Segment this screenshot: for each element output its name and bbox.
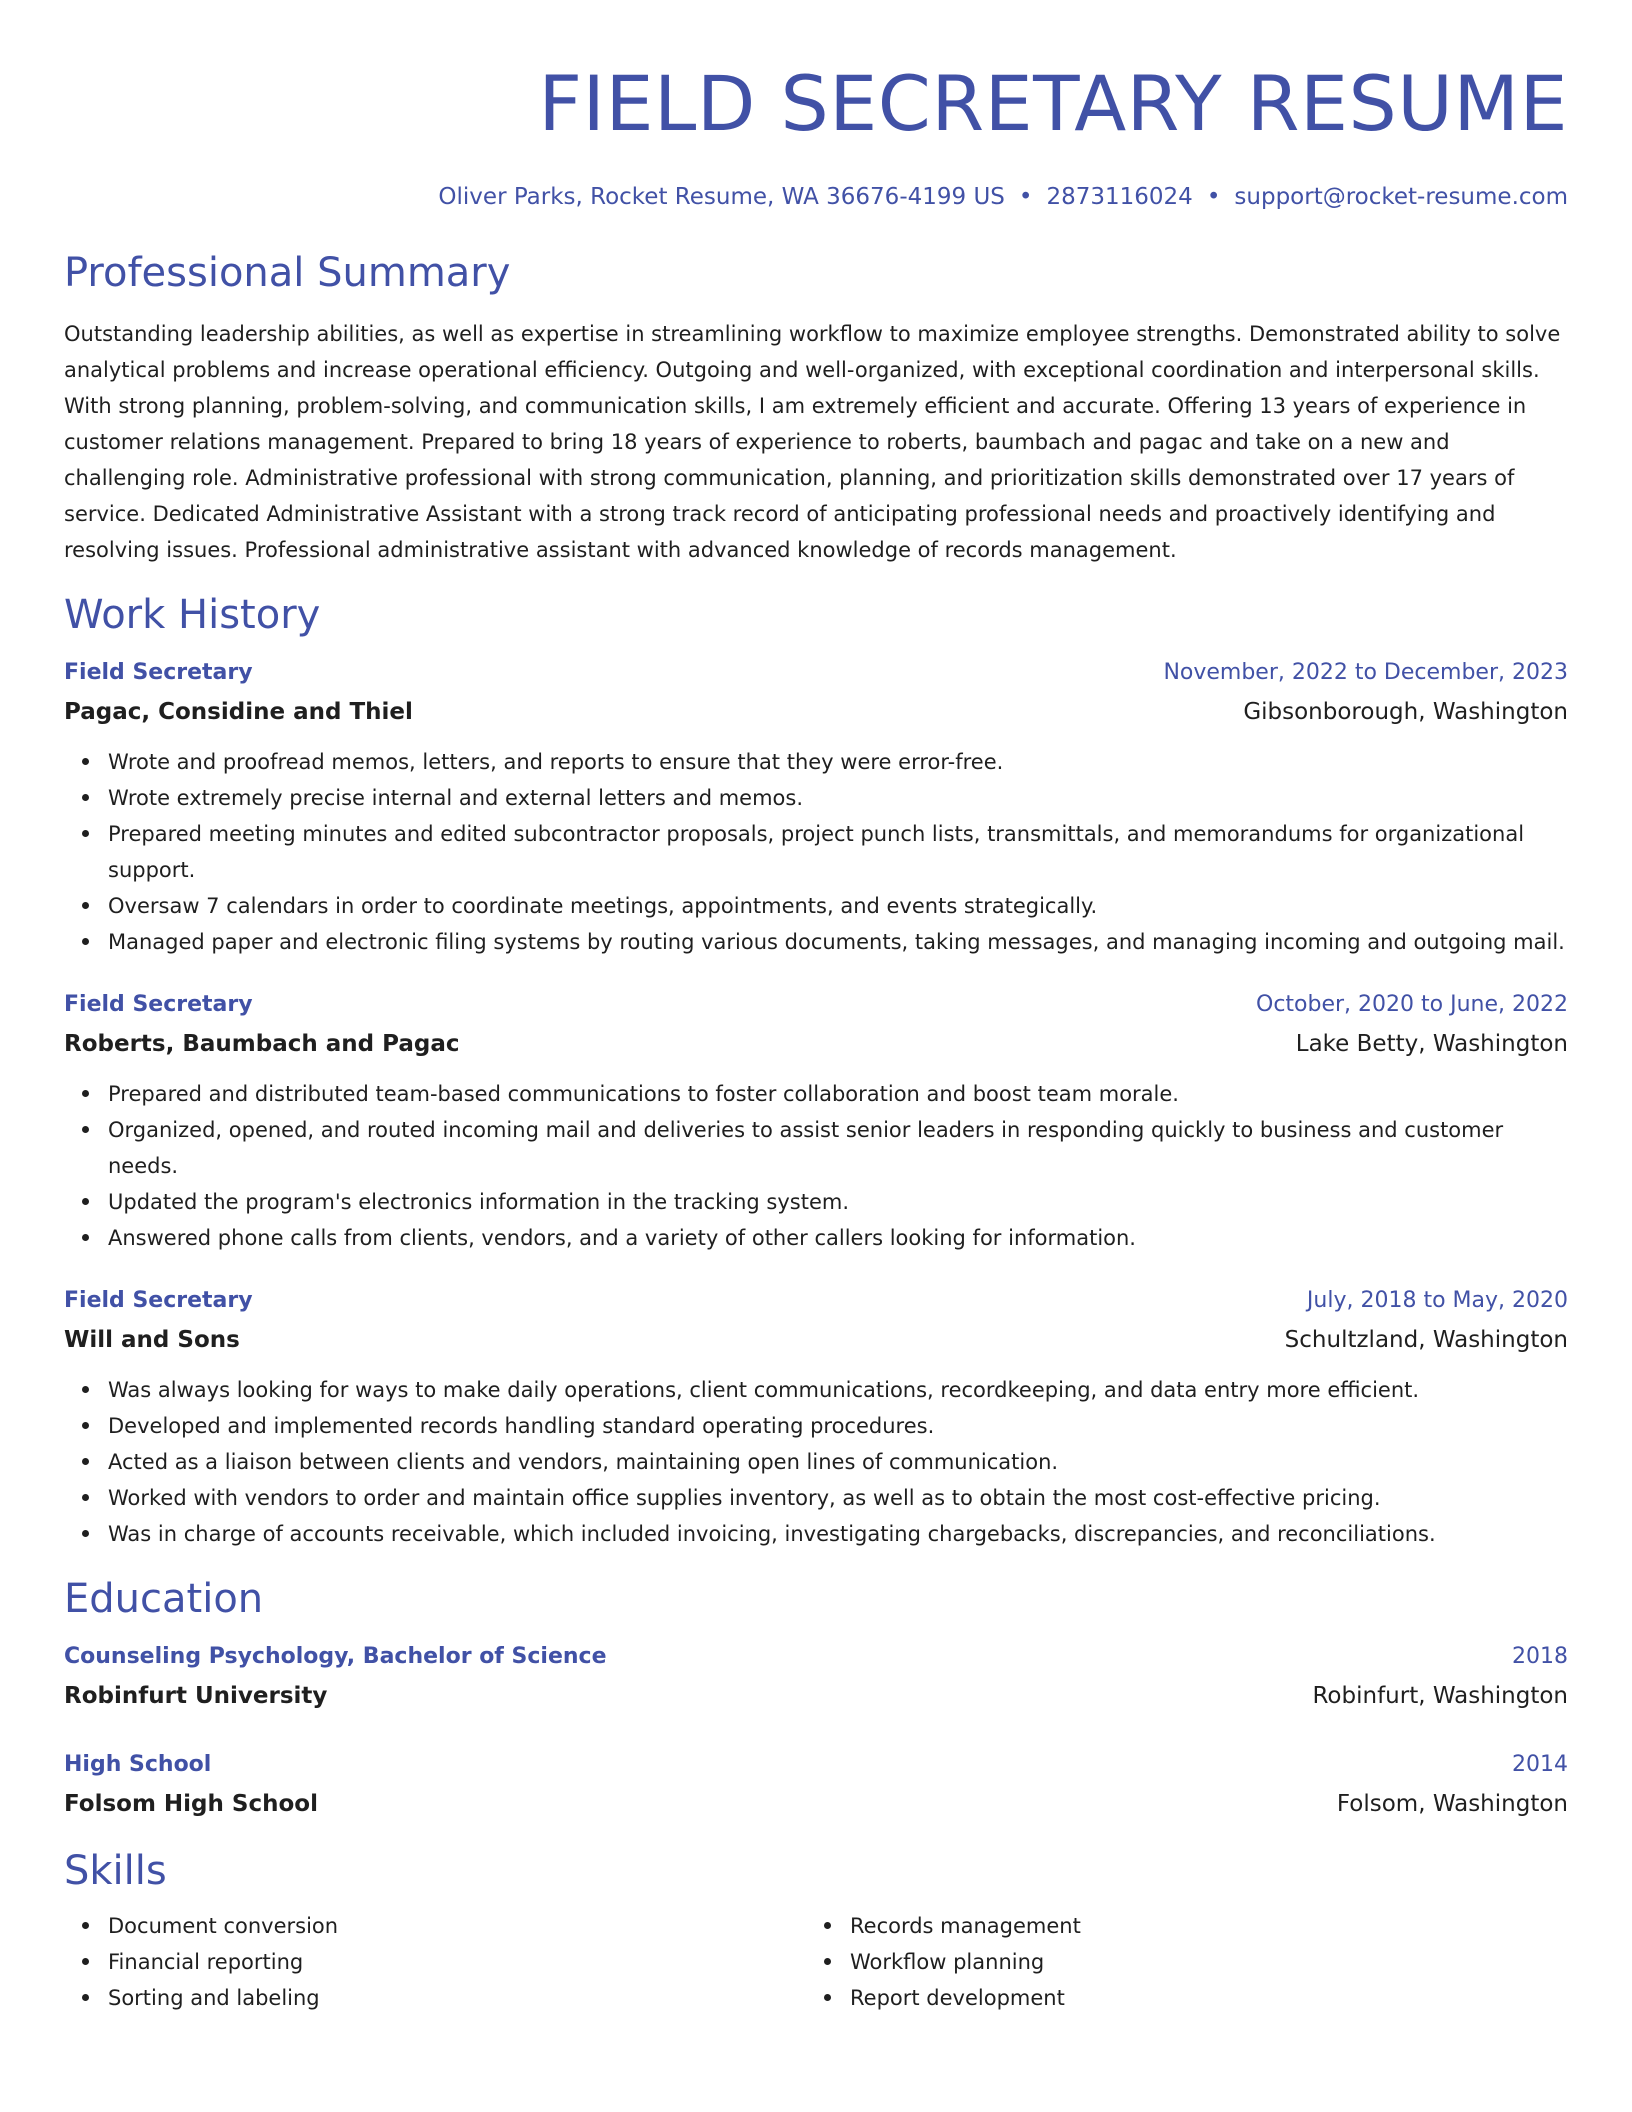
list-item: Financial reporting xyxy=(108,1944,806,1980)
list-item: Updated the program's electronics information in the tracking system. xyxy=(108,1184,1568,1220)
list-item: Document conversion xyxy=(108,1908,806,1944)
work-history-heading: Work History xyxy=(64,592,321,638)
education-heading: Education xyxy=(64,1576,264,1622)
work-history-section xyxy=(64,588,1568,1552)
contact-line xyxy=(64,182,1568,212)
summary-heading: Professional Summary xyxy=(64,250,511,296)
list-item: Managed paper and electronic filing systems by routing various documents, taking messages, and managing incoming and outgoing mail. xyxy=(108,924,1568,960)
education-location: Robinfurt, Washington xyxy=(1312,1683,1568,1709)
list-item: Answered phone calls from clients, vendors, and a variety of other callers looking for information. xyxy=(108,1220,1568,1256)
list-item: Prepared meeting minutes and edited subcontractor proposals, project punch lists, transmittals, and memorandums for organizational support. xyxy=(108,816,1568,888)
education-entry xyxy=(64,1638,1568,1716)
list-item: Worked with vendors to order and maintain office supplies inventory, as well as to obtain the most cost-effective pricing. xyxy=(108,1480,1568,1516)
education-year: 2014 xyxy=(1512,1752,1568,1777)
list-item: Sorting and labeling xyxy=(108,1980,806,2016)
job-entry xyxy=(64,986,1568,1256)
job-location: Schultzland, Washington xyxy=(1284,1327,1568,1353)
contact-phone: 2873116024 xyxy=(1046,184,1193,210)
education-degree: High School xyxy=(64,1752,212,1777)
resume-page xyxy=(64,0,1568,2016)
list-item: Acted as a liaison between clients and vendors, maintaining open lines of communication. xyxy=(108,1444,1568,1480)
skills-column-left xyxy=(64,1908,806,2016)
education-entry xyxy=(64,1746,1568,1824)
list-item: Was in charge of accounts receivable, which included invoicing, investigating chargebacks, discrepancies, and reconciliations. xyxy=(108,1516,1568,1552)
job-location: Lake Betty, Washington xyxy=(1295,1031,1568,1057)
list-item: Was always looking for ways to make daily operations, client communications, recordkeeping, and data entry more efficient. xyxy=(108,1372,1568,1408)
job-dates: November, 2022 to December, 2023 xyxy=(1163,660,1568,685)
job-entry xyxy=(64,1282,1568,1552)
job-company: Will and Sons xyxy=(64,1327,240,1353)
skills-list-right xyxy=(806,1908,1548,2016)
education-location: Folsom, Washington xyxy=(1336,1791,1568,1817)
skills-grid xyxy=(64,1908,1568,2016)
list-item: Oversaw 7 calendars in order to coordinate meetings, appointments, and events strategically. xyxy=(108,888,1568,924)
job-role: Field Secretary xyxy=(64,992,253,1017)
contact-separator: • xyxy=(1018,184,1033,210)
list-item: Report development xyxy=(850,1980,1548,2016)
skills-column-right xyxy=(806,1908,1548,2016)
job-dates: October, 2020 to June, 2022 xyxy=(1256,992,1568,1017)
job-company: Pagac, Considine and Thiel xyxy=(64,699,413,725)
skills-section xyxy=(64,1844,1568,2016)
list-item: Organized, opened, and routed incoming mail and deliveries to assist senior leaders in responding quickly to business and customer needs. xyxy=(108,1112,1568,1184)
contact-separator: • xyxy=(1206,184,1221,210)
job-dates: July, 2018 to May, 2020 xyxy=(1306,1288,1568,1313)
education-section xyxy=(64,1572,1568,1824)
list-item: Prepared and distributed team-based communications to foster collaboration and boost team morale. xyxy=(108,1076,1568,1112)
job-role: Field Secretary xyxy=(64,660,253,685)
job-location: Gibsonborough, Washington xyxy=(1243,699,1568,725)
list-item: Wrote extremely precise internal and external letters and memos. xyxy=(108,780,1568,816)
education-degree: Counseling Psychology, Bachelor of Science xyxy=(64,1644,607,1669)
list-item: Wrote and proofread memos, letters, and reports to ensure that they were error-free. xyxy=(108,744,1568,780)
job-company: Roberts, Baumbach and Pagac xyxy=(64,1031,460,1057)
education-school: Robinfurt University xyxy=(64,1683,328,1709)
list-item: Developed and implemented records handling standard operating procedures. xyxy=(108,1408,1568,1444)
education-year: 2018 xyxy=(1512,1644,1568,1669)
job-bullets xyxy=(64,1076,1568,1256)
education-school: Folsom High School xyxy=(64,1791,318,1817)
list-item: Workflow planning xyxy=(850,1944,1548,1980)
list-item: Records management xyxy=(850,1908,1548,1944)
resume-title: FIELD SECRETARY RESUME xyxy=(538,59,1568,148)
skills-heading: Skills xyxy=(64,1848,167,1894)
job-role: Field Secretary xyxy=(64,1288,253,1313)
contact-address: Oliver Parks, Rocket Resume, WA 36676-4199 US xyxy=(438,184,1005,210)
contact-email[interactable]: support@rocket-resume.com xyxy=(1234,184,1568,210)
job-bullets xyxy=(64,1372,1568,1552)
summary-text: Outstanding leadership abilities, as well as expertise in streamlining workflow to maximize employee strengths. Demonstrated ability to solve analytical problems and increase operational efficiency. Outgoing and well-organized, with exceptional coordination and interpersonal skills. With strong planning, problem-solving, and communication skills, I am extremely efficient and accurate. Offering 13 years of experience in customer relations management. Prepared to bring 18 years of experience to roberts, baumbach and pagac and take on a new and challenging role. Administrative professional with strong communication, planning, and prioritization skills demonstrated over 17 years of service. Dedicated Administrative Assistant with a strong track record of anticipating professional needs and proactively identifying and resolving issues. Professional administrative assistant with advanced knowledge of records management. xyxy=(64,322,1561,562)
skills-list-left xyxy=(64,1908,806,2016)
job-bullets xyxy=(64,744,1568,960)
job-entry xyxy=(64,654,1568,960)
summary-section xyxy=(64,246,1568,568)
